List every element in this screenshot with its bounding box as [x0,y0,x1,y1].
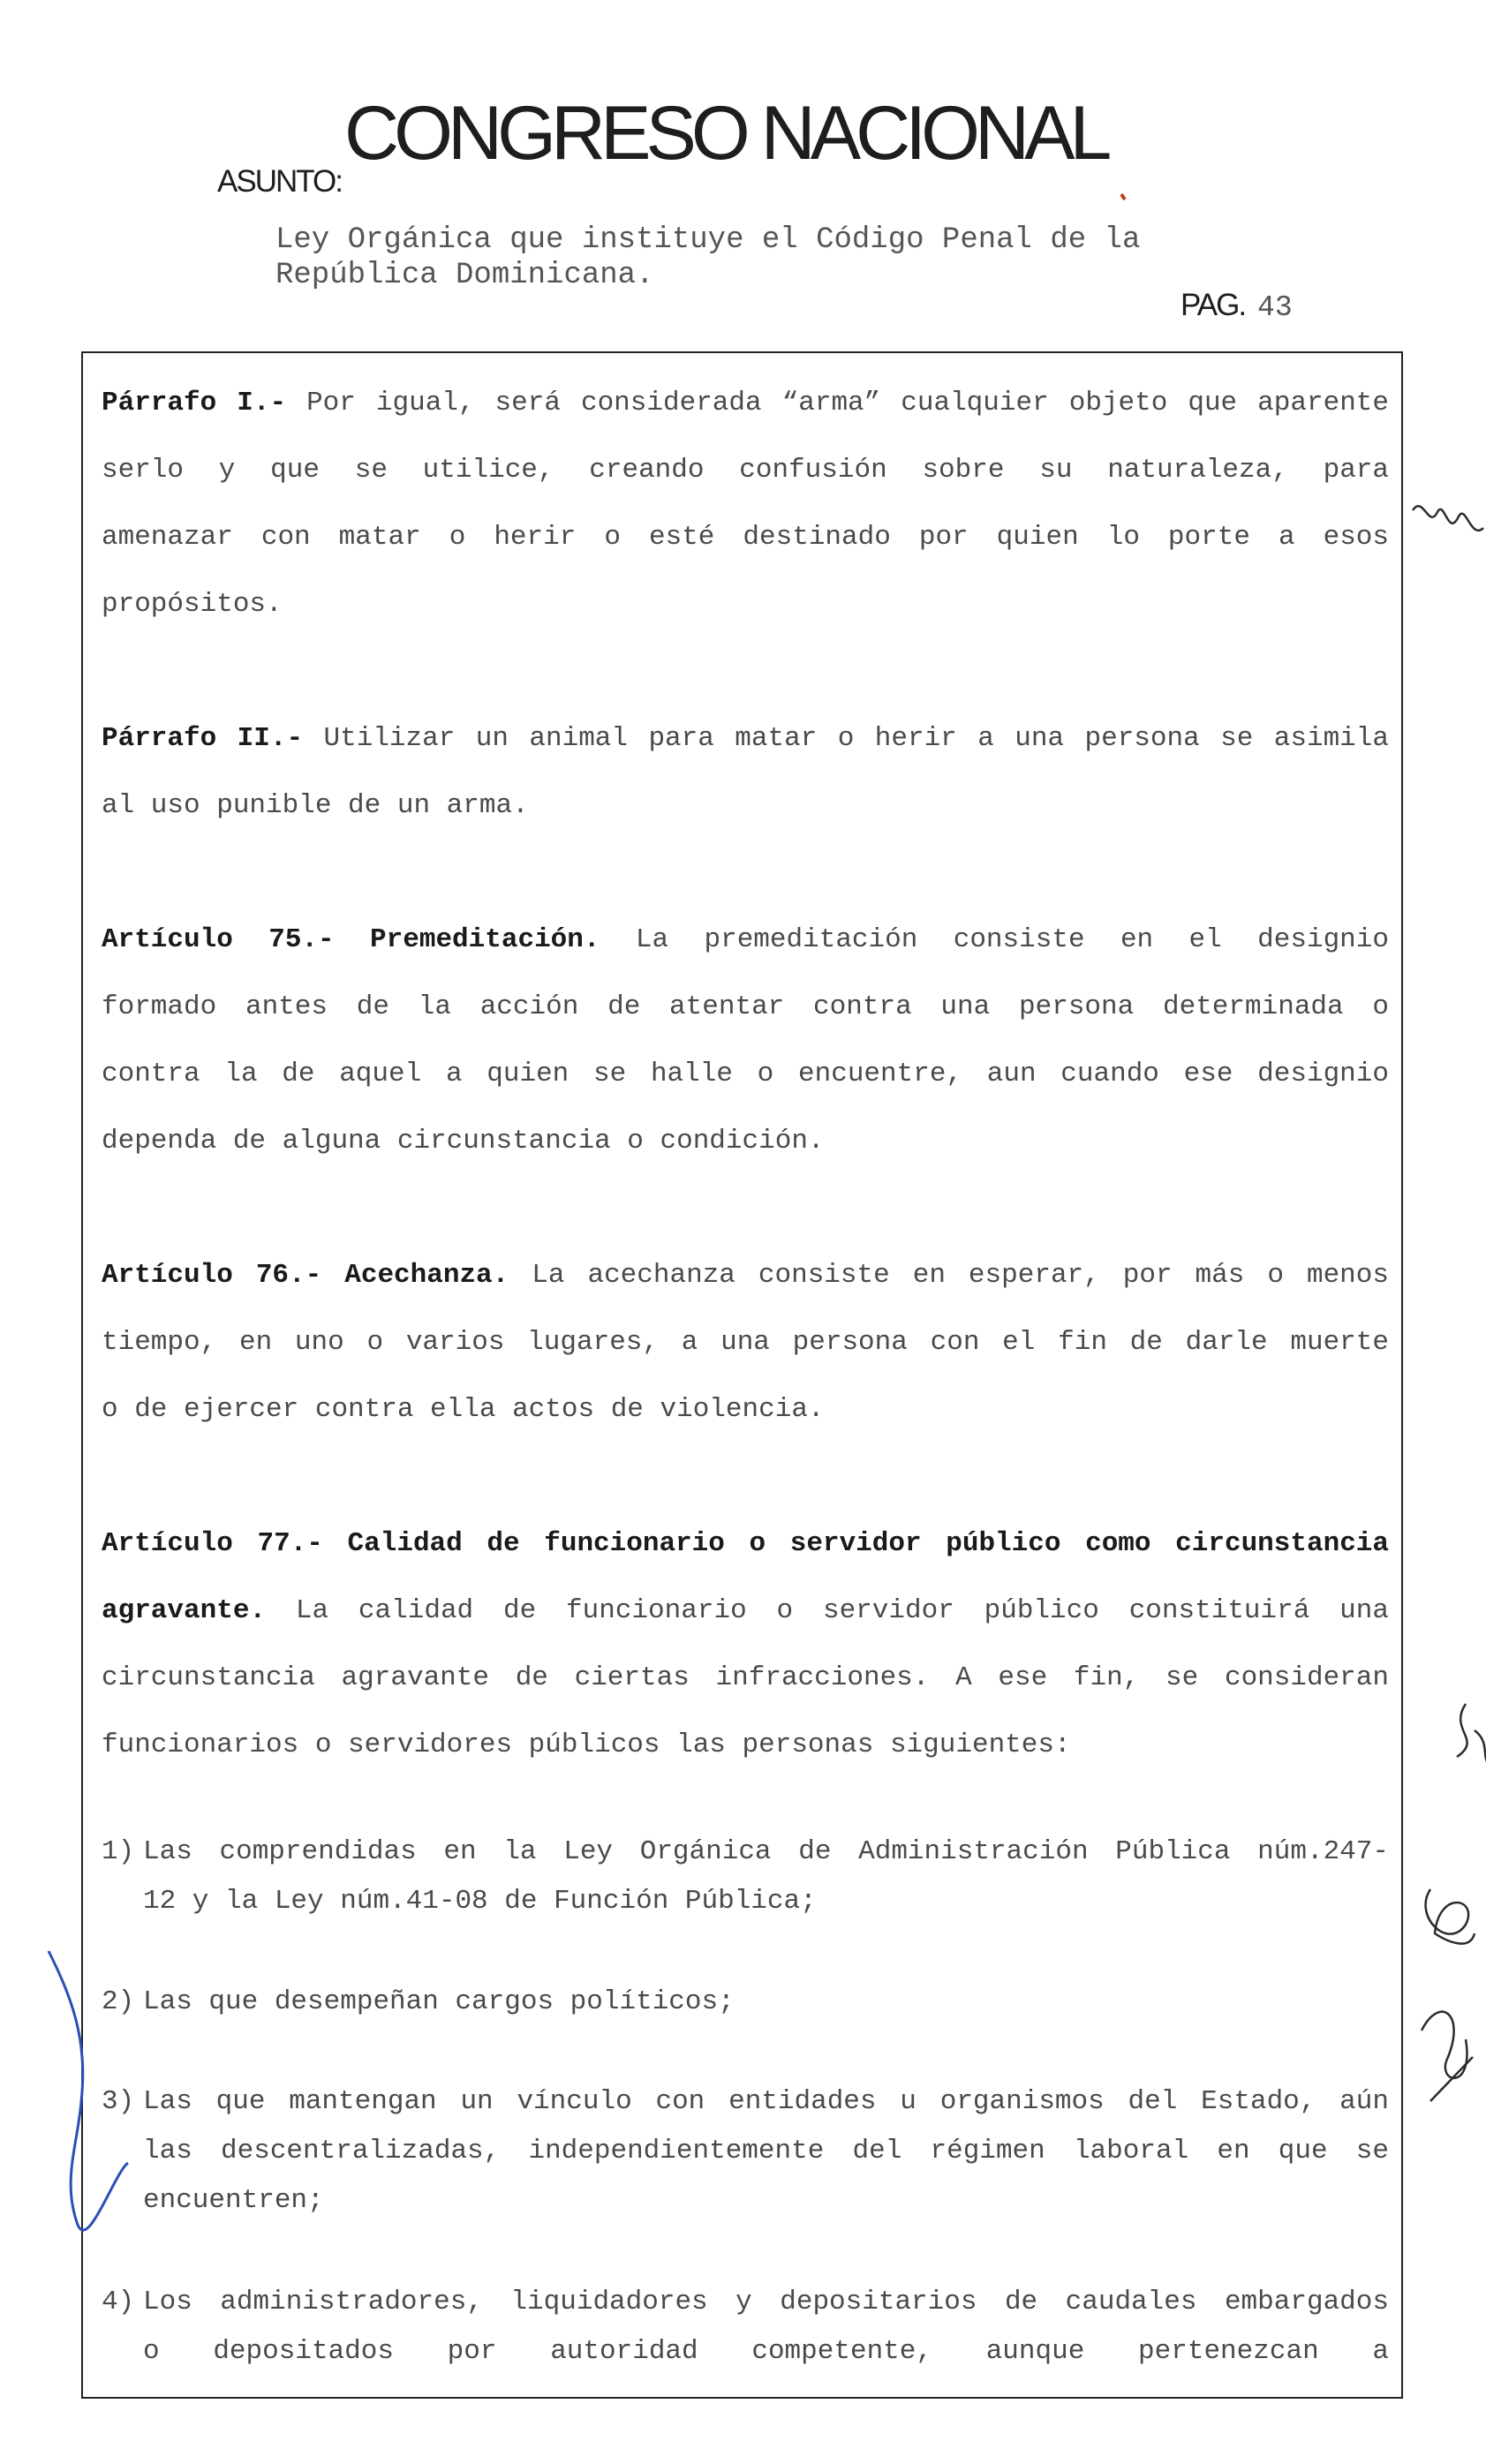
blue-ink-bracket [49,1951,128,2230]
article-heading: Artículo 75.- Premeditación. [102,924,600,955]
paragraph-heading: Párrafo I.- [102,388,287,418]
list-number: 1) [102,1836,135,1867]
text-line: circunstancia agravante de ciertas infracciones. A ese fin, se consideran [102,1662,1389,1693]
text-line: formado antes de la acción de atentar contra una persona determinada o [102,991,1389,1022]
text-line: tiempo, en uno o varios lugares, a una persona con el fin de darle muerte [102,1327,1389,1358]
text-line: propósitos. [102,589,283,620]
page-label: PAG. [1181,288,1246,322]
page-number-value: 43 [1257,291,1293,324]
red-dot-mark [1121,194,1125,200]
line-text: La premeditación consiste en el designio [600,924,1389,955]
asunto-label: ASUNTO: [217,164,342,199]
list-number: 3) [102,2086,135,2117]
text-line: Los administradores, liquidadores y depositarios de caudales embargados [143,2287,1389,2317]
list-number: 4) [102,2287,135,2317]
text-line: contra la de aquel a quien se halle o encuentre, aun cuando ese designio [102,1059,1389,1089]
initials-mark-4 [1422,2012,1473,2101]
line-text: Utilizar un animal para matar o herir a una persona se asimila [303,723,1389,754]
text-line: dependa de alguna circunstancia o condición. [102,1126,825,1157]
text-line: amenazar con matar o herir o esté destinado por quien lo porte a esos [102,522,1389,553]
text-line: serlo y que se utilice, creando confusión sobre su naturaleza, para [102,455,1389,486]
list-number: 2) [102,1986,135,2017]
text-line: Las que mantengan un vínculo con entidades u organismos del Estado, aún [143,2086,1389,2117]
text-line: al uso punible de un arma. [102,790,529,821]
text-line: Las comprendidas en la Ley Orgánica de Administración Pública núm.247- [143,1836,1389,1867]
text-line: funcionarios o servidores públicos las personas siguientes: [102,1729,1071,1760]
line-text: La acechanza consiste en esperar, por más o menos [509,1260,1389,1291]
subject-line-1: Ley Orgánica que instituye el Código Penal de la [275,223,1141,257]
line-text: Por igual, será considerada “arma” cualquier objeto que aparente [286,388,1389,418]
text-line: o depositados por autoridad competente, aunque pertenezcan a [143,2336,1389,2367]
congress-title: CONGRESO NACIONAL [344,91,1107,176]
subject-line-2: República Dominicana. [275,259,654,292]
line-text: La calidad de funcionario o servidor público constituirá una [266,1595,1389,1626]
initials-mark-2 [1457,1704,1486,1766]
text-line: 12 y la Ley núm.41-08 de Función Pública; [143,1886,817,1917]
article-heading: Artículo 76.- Acechanza. [102,1260,509,1291]
article-heading-cont: agravante. [102,1595,267,1626]
text-line: o de ejercer contra ella actos de violencia. [102,1394,825,1425]
text-line: Las que desempeñan cargos políticos; [143,1986,735,2017]
article-heading: Artículo 77.- Calidad de funcionario o servidor público como circunstancia [102,1528,1389,1559]
initials-mark-3 [1426,1889,1475,1944]
text-line: encuentren; [143,2185,324,2216]
initials-mark-1 [1413,506,1483,531]
text-line: las descentralizadas, independientemente del régimen laboral en que se [143,2136,1389,2166]
paragraph-heading: Párrafo II.- [102,723,304,754]
